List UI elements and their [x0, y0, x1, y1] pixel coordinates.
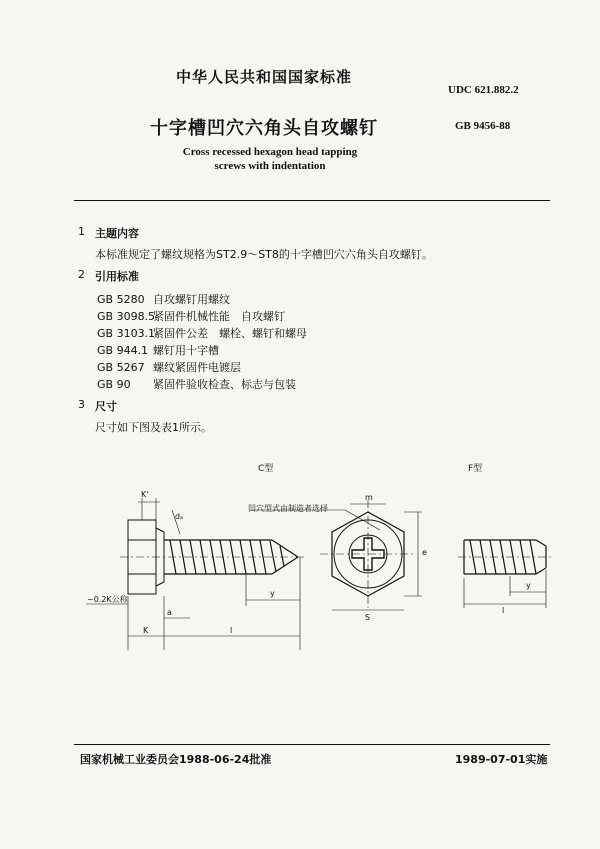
- label-a: a: [167, 608, 172, 617]
- reference-item: GB 3098.5紧固件机械性能 自攻螺钉: [97, 310, 285, 323]
- section-2-number: 2: [78, 268, 85, 281]
- section-3-number: 3: [78, 398, 85, 411]
- f-type-thread-view: [458, 540, 552, 608]
- gb-number: GB 9456-88: [455, 120, 511, 132]
- label-chamfer: ~0.2K公称: [87, 595, 128, 604]
- section-1-title: 主题内容: [95, 227, 139, 240]
- label-k: K: [143, 626, 149, 635]
- national-standard-heading: 中华人民共和国国家标准: [176, 68, 353, 86]
- recess-note: 凹穴型式由制造者选择: [248, 504, 328, 513]
- reference-item: GB 5267 螺纹紧固件电镀层: [97, 361, 241, 374]
- section-1-text: 本标准规定了螺纹规格为ST2.9～ST8的十字槽凹穴六角头自攻螺钉。: [95, 248, 433, 261]
- section-1-number: 1: [78, 225, 85, 238]
- footer-rule: [74, 744, 550, 745]
- reference-item: GB 5280 自攻螺钉用螺纹: [97, 293, 230, 306]
- label-s: S: [365, 613, 371, 622]
- document-title: 十字槽凹穴六角头自攻螺钉: [150, 118, 378, 139]
- udc-code: UDC 621.882.2: [448, 84, 519, 96]
- label-y: y: [270, 589, 275, 598]
- label-e: e: [422, 548, 427, 557]
- label-y-f: y: [526, 581, 531, 590]
- reference-item: GB 944.1 螺钉用十字槽: [97, 344, 219, 357]
- label-k-prime: K': [141, 490, 149, 499]
- label-l-f: l: [502, 606, 505, 615]
- section-2-title: 引用标准: [95, 270, 139, 283]
- section-3-text: 尺寸如下图及表1所示。: [95, 421, 212, 434]
- hex-head-end-view: [320, 500, 422, 610]
- reference-item: GB 90 紧固件验收检查、标志与包装: [97, 378, 296, 391]
- type-c-label: C型: [258, 464, 274, 474]
- label-m: m: [365, 493, 373, 502]
- approval-note: 国家机械工业委员会1988-06-24批准: [80, 753, 272, 766]
- english-title-line1: Cross recessed hexagon head tapping: [182, 146, 358, 158]
- label-l: l: [230, 626, 233, 635]
- effective-date: 1989-07-01实施: [455, 753, 548, 766]
- reference-item: GB 3103.1紧固件公差 螺栓、螺钉和螺母: [97, 327, 307, 340]
- reference-list: [97, 291, 307, 393]
- section-3-title: 尺寸: [95, 400, 117, 413]
- header-rule: [74, 200, 550, 201]
- english-title-line2: screws with indentation: [214, 160, 326, 172]
- label-da: dₐ: [175, 512, 184, 521]
- type-f-label: F型: [468, 464, 483, 474]
